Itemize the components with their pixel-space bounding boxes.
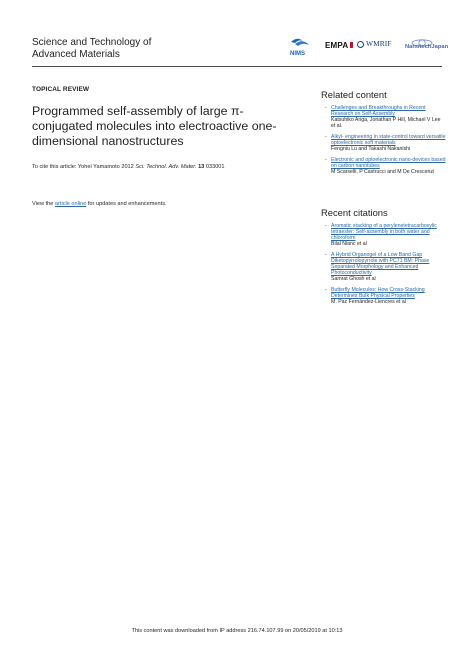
publisher-logos — [287, 36, 447, 62]
article-online-link[interactable]: article online — [54, 201, 87, 207]
download-footer: This content was downloaded from IP address 216.74.107.99 on 20/05/2019 at 10:13 — [131, 628, 343, 634]
related-item — [331, 134, 446, 152]
view-online-suffix: for updates and enhancements. — [86, 201, 167, 207]
recent-citations-heading: Recent citations — [321, 207, 388, 218]
related-item-authors: M Scarselli, P Castrucci and M De Crescenzi — [331, 168, 435, 175]
citation-volume: 13 — [198, 164, 205, 170]
article-title: Programmed self-assembly of large π-conjugated molecules into electroactive one-dimensional nanostructures — [32, 104, 277, 148]
related-item-link[interactable]: - Alkyl- engineering in state-control toward versatile optoelectronic soft materials — [331, 133, 446, 146]
related-content-heading: Related content — [321, 89, 387, 100]
citation-prefix: To cite this article: Yohei Yamamoto 2012 — [32, 164, 136, 170]
related-item-link[interactable]: - Electronic and optoelectronic nano-devices based on carbon nanotubes — [331, 156, 446, 169]
citation-item-link[interactable]: - Butterfly Molecules: How Cross-Stacking Determines Bulk Physical Properties — [331, 286, 425, 299]
nanotech-japan-logo[interactable]: NanotechJapan — [405, 44, 449, 50]
citation-item-link[interactable]: - A Hybrid Organogel of a Low Band Gap Diketopyrrolopyrrole with PC71 BM: Phase Separated Morphology and Enhanced Photoconductivity — [331, 251, 430, 277]
citation-item-authors: Samrat Ghosh et al — [331, 276, 376, 283]
svg-text:NIMS: NIMS — [290, 51, 305, 57]
wmrif-logo[interactable]: WMRIF — [366, 39, 392, 48]
section-tag: TOPICAL REVIEW — [32, 86, 90, 93]
header-divider — [32, 66, 442, 67]
journal-title-line2: Advanced Materials — [32, 49, 120, 60]
journal-title-line1: Science and Technology of — [32, 37, 152, 48]
nims-logo-icon[interactable] — [287, 36, 313, 58]
journal-title — [32, 37, 151, 61]
related-item — [331, 105, 446, 129]
citation-number: 033001 — [205, 164, 225, 170]
empa-logo-mark-icon — [350, 42, 353, 48]
related-item — [331, 157, 446, 175]
citation-line — [32, 164, 225, 171]
citation-item — [331, 287, 446, 305]
view-online-prefix: View the — [32, 201, 55, 207]
empa-logo[interactable]: EMPA — [325, 41, 349, 50]
recent-citations-list — [331, 223, 446, 310]
related-item-authors: Fengniu Lu and Takashi Nakanishi — [331, 146, 411, 153]
citation-journal: Sci. Technol. Adv. Mater. — [135, 164, 197, 170]
citation-item — [331, 223, 446, 247]
citation-item-authors: Bilal Nianc et al — [331, 241, 367, 248]
citation-item — [331, 252, 446, 282]
citation-item-authors: M. Paz Fernández-Liencres et al — [331, 299, 406, 306]
citation-item-link[interactable]: - Aromatic stacking of a perylenetetracarboxylic tetraester: Self-assembly in both water and chloroform — [331, 223, 437, 242]
related-item-authors: Katsuhiko Ariga, Jonathan P Hill, Michael V Lee et al. — [331, 117, 441, 130]
view-online-line — [32, 201, 167, 207]
related-content-list — [331, 105, 446, 179]
related-item-link[interactable]: - Challenges and Breakthroughs in Recent Research on Self-Assembly — [331, 105, 426, 118]
